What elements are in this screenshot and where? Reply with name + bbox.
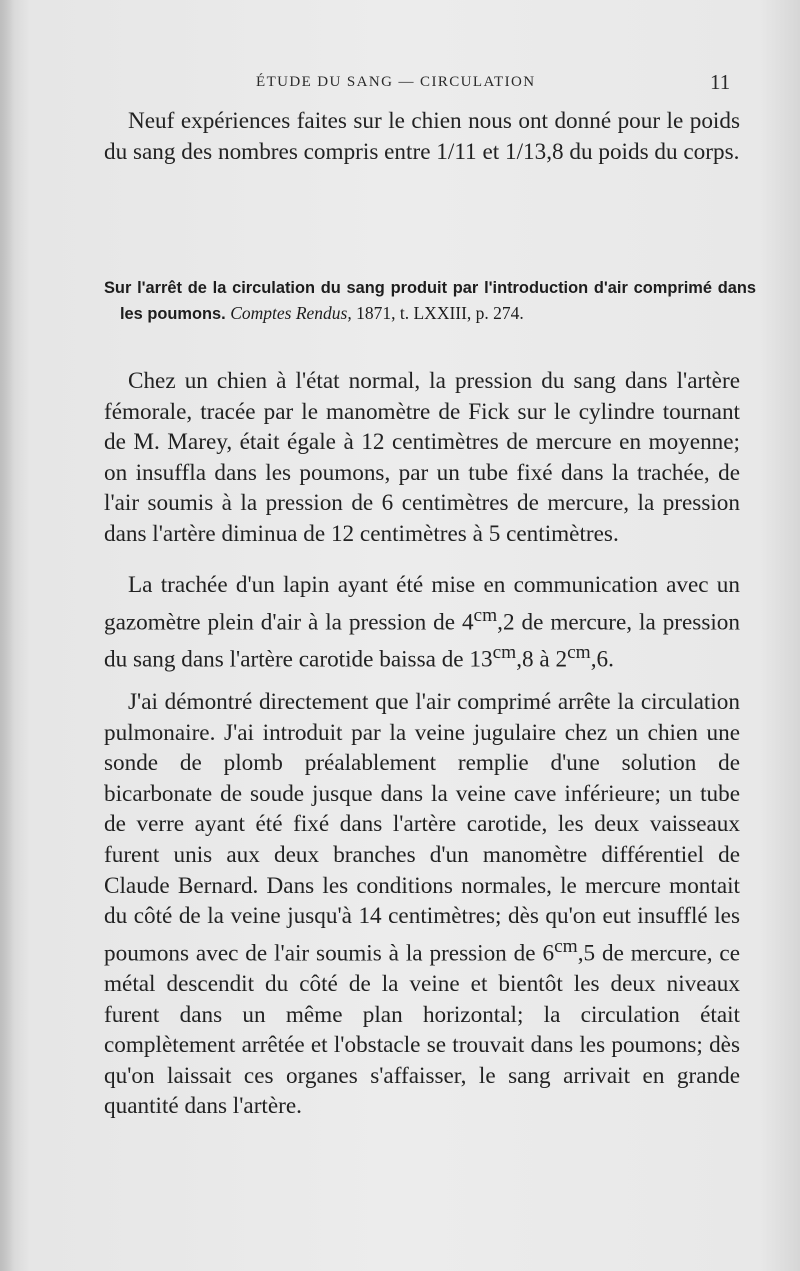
paragraph-text-part: ,8 à 2 [516, 646, 568, 673]
reference-details: 1871, t. LXXIII, p. 274. [356, 303, 524, 323]
paragraph-text-part: La trachée d'un lapin ayant été mise en communication avec un gazomètre plein d'air à la pression de 4 [104, 572, 740, 636]
running-title: ÉTUDE DU SANG — CIRCULATION [256, 74, 536, 90]
unit-superscript: cm [492, 641, 517, 663]
paragraph-text-part: J'ai démontré directement que l'air comprimé arrête la circulation pulmonaire. J'ai introduit par la veine jugulaire chez un chien une sonde de plomb préalablement remplie d'une solution de bicarbonate de soude jusque dans la veine cave inférieure; un tube de verre ayant été fixé dans l'artère carotide, les deux vaisseaux furent unis aux deux branches d'un manomètre différentiel de Claude Bernard. Dans les conditions normales, le mercure montait du côté de la veine jusqu'à 14 centimètres; dès qu'on eut insufflé les poumons avec de l'air soumis à la pression de 6 [104, 689, 740, 967]
section-heading-title: Sur l'arrêt de la circulation du sang produit par l'introduction d'air comprimé dans les poumons. [104, 279, 756, 323]
unit-superscript: cm [554, 935, 578, 957]
journal-name: Comptes Rendus, [230, 303, 352, 323]
unit-superscript: cm [567, 641, 591, 663]
paragraph-blood-weight [104, 106, 740, 167]
paragraph-text: Neuf expériences faites sur le chien nous ont donné pour le poids du sang des nombres compris entre 1/11 et 1/13,8 du poids du corps. [104, 108, 740, 165]
paragraph-rabbit-experiment [104, 570, 740, 675]
page-header [0, 70, 800, 98]
paragraph-text-part: ,2 de mercure, la pression du sang dans l'artère carotide baissa de 13 [104, 609, 740, 673]
unit-superscript: cm [473, 604, 498, 626]
paragraph-dog-experiment [104, 366, 740, 550]
scan-shadow-edge [0, 0, 14, 1271]
paragraph-text-part: ,6. [590, 646, 614, 673]
page-number: 11 [710, 70, 731, 94]
paragraph-text-part: ,5 de mercure, ce métal descendit du côté de la veine et bientôt les deux niveaux furent dans un même plan horizontal; la circulation était complètement arrêtée et l'obstacle se trouvait dans les poumons; dès qu'on laissait ces organes s'affaisser, le sang arrivait en grande quantité dans l'artère. [104, 940, 740, 1120]
section-heading-reference [230, 303, 524, 323]
paragraph-pulmonary-circulation [104, 687, 740, 1122]
section-heading [104, 276, 756, 327]
paragraph-text: Chez un chien à l'état normal, la pression du sang dans l'artère fémorale, tracée par le manomètre de Fick sur le cylindre tournant de M. Marey, était égale à 12 centimètres de mercure en moyenne; on insuffla dans les poumons, par un tube fixé dans la trachée, de l'air soumis à la pression de 6 centimètres de mercure, la pression dans l'artère diminua de 12 centimètres à 5 centimètres. [104, 368, 740, 547]
